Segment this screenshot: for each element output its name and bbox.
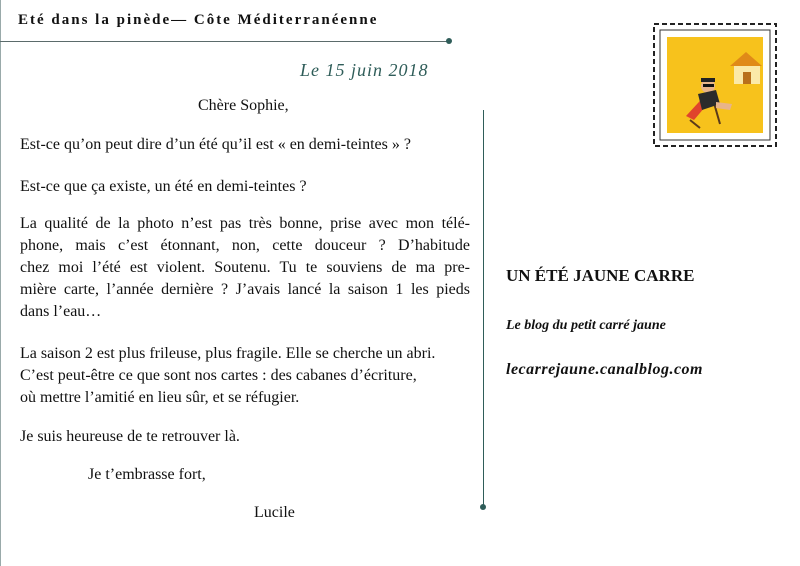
paragraph-4-line: où mettre l’amitié en lieu sûr, et se réfugier. bbox=[20, 389, 300, 406]
center-divider bbox=[483, 110, 484, 506]
paragraph-1: Est-ce qu’on peut dire d’un été qu’il est « en demi-teintes » ? bbox=[20, 136, 411, 153]
paragraph-3-line: dans l’eau… bbox=[20, 303, 102, 320]
paragraph-4-line: C’est peut-être ce que sont nos cartes : des cabanes d’écriture, bbox=[20, 367, 417, 384]
blog-title: UN ÉTÉ JAUNE CARRE bbox=[506, 266, 695, 285]
header-rule-dot bbox=[446, 38, 452, 44]
paragraph-5: Je suis heureuse de te retrouver là. bbox=[20, 428, 240, 445]
postage-stamp bbox=[650, 20, 780, 150]
blog-url: lecarrejaune.canalblog.com bbox=[506, 361, 703, 378]
paragraph-3-line: phone, mais c’est étonnant, non, cette douceur ? D’habitude bbox=[20, 237, 470, 254]
divider-dot bbox=[480, 504, 486, 510]
letter-date: Le 15 juin 2018 bbox=[300, 60, 429, 80]
closing: Je t’embrasse fort, bbox=[88, 466, 206, 483]
blog-subtitle: Le blog du petit carré jaune bbox=[506, 318, 666, 333]
card-left-edge bbox=[0, 0, 1, 566]
signature: Lucile bbox=[254, 504, 295, 521]
figure-sunglasses bbox=[703, 84, 714, 87]
postcard-header-title: Eté dans la pinède— Côte Méditerranéenne bbox=[18, 12, 379, 28]
beach-hut-door bbox=[743, 72, 751, 84]
header-rule bbox=[0, 41, 450, 42]
stamp-picture bbox=[667, 37, 763, 133]
paragraph-3-line: La qualité de la photo n’est pas très bonne, prise avec mon télé- bbox=[20, 215, 470, 232]
paragraph-3-line: chez moi l’été est violent. Soutenu. Tu te souviens de ma pre- bbox=[20, 259, 470, 276]
paragraph-4 bbox=[20, 343, 470, 409]
figure-hair bbox=[701, 78, 715, 82]
salutation: Chère Sophie, bbox=[198, 97, 289, 114]
paragraph-3-line: mière carte, l’année dernière ? J’avais lancé la saison 1 les pieds bbox=[20, 281, 470, 298]
paragraph-4-line: La saison 2 est plus frileuse, plus fragile. Elle se cherche un abri. bbox=[20, 345, 436, 362]
paragraph-2: Est-ce que ça existe, un été en demi-teintes ? bbox=[20, 178, 307, 195]
paragraph-3 bbox=[20, 213, 470, 323]
